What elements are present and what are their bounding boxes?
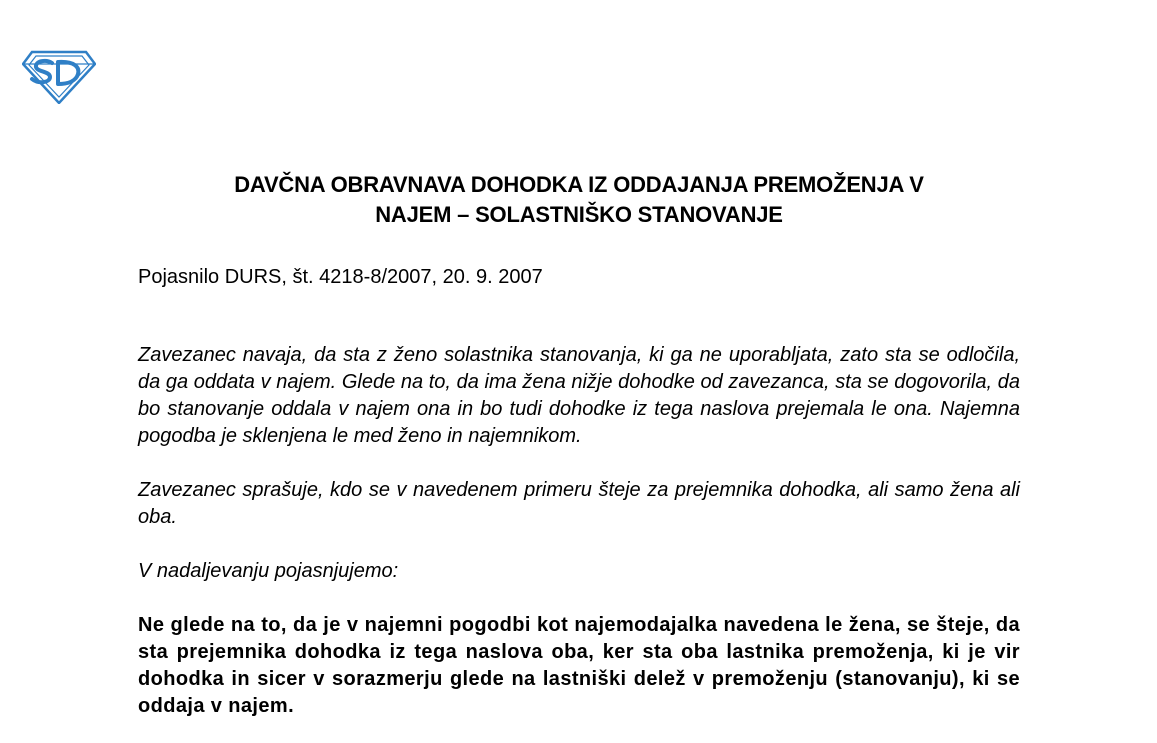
document-body bbox=[138, 170, 1020, 720]
question-paragraph: Zavezanec navaja, da sta z ženo solastnika stanovanja, ki ga ne uporabljata, zato sta se odločila, da ga oddata v najem. Glede na to, da ima žena nižje dohodke od zavezanca, sta se dogovorila, da bo stanovanje oddala v najem ona in bo tudi dohodke iz tega naslova prejemala le ona. Najemna pogodba je sklenjena le med ženo in najemnikom. bbox=[138, 344, 1020, 447]
title-line-1: DAVČNA OBRAVNAVA DOHODKA IZ ODDAJANJA PREMOŽENJA V bbox=[234, 172, 924, 197]
answer-intro: V nadaljevanju pojasnjujemo: bbox=[138, 560, 399, 582]
document-title bbox=[138, 170, 1020, 230]
title-line-2: NAJEM – SOLASTNIŠKO STANOVANJE bbox=[375, 202, 783, 227]
answer-paragraph: Ne glede na to, da je v najemni pogodbi kot najemodajalka navedena le žena, se šteje, da sta prejemnika dohodka iz tega naslova oba, ker sta oba lastnika premoženja, ki je vir dohodka in sicer v sorazmerju glede na lastniški delež v premoženju (stanovanju), ki se oddaja v najem. bbox=[138, 614, 1020, 717]
document-reference: Pojasnilo DURS, št. 4218-8/2007, 20. 9. 2007 bbox=[138, 266, 543, 288]
sd-diamond-logo-icon bbox=[22, 50, 96, 104]
company-logo bbox=[22, 50, 96, 104]
question-paragraph-2: Zavezanec sprašuje, kdo se v navedenem primeru šteje za prejemnika dohodka, ali samo žena ali oba. bbox=[138, 479, 1020, 528]
